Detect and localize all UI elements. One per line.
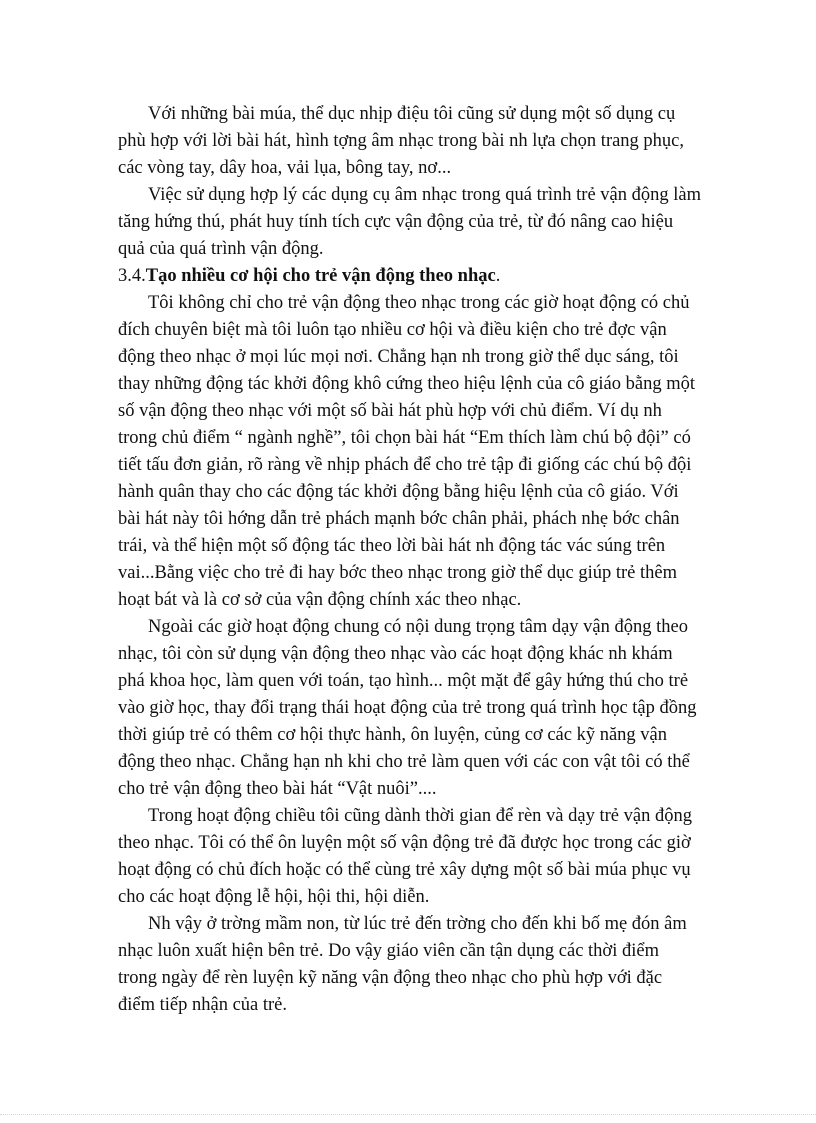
section-heading (118, 263, 702, 290)
section-period: . (495, 266, 501, 286)
paragraph-music-props: Với những bài múa, thể dục nhịp điệu tôi cũng sử dụng một số dụng cụ phù hợp với lời bài hát, hình tợng âm nhạc trong bài nh lựa chọn trang phục, các vòng tay, dây hoa, vải lụa, bông tay, nơ... (118, 104, 685, 178)
section-number: 3.4. (118, 266, 146, 286)
document-body (118, 101, 702, 1019)
section-title: Tạo nhiều cơ hội cho trẻ vận động theo nhạc (145, 266, 496, 286)
paragraph-props-benefit: Việc sử dụng hợp lý các dụng cụ âm nhạc trong quá trình trẻ vận động làm tăng hứng thú, phát huy tính tích cực vận động của trẻ, từ đó nâng cao hiệu quả của quá trình vận động. (118, 185, 701, 259)
page-bottom-divider (0, 1114, 816, 1115)
paragraph-conclusion: Nh vậy ở trờng mầm non, từ lúc trẻ đến trờng cho đến khi bố mẹ đón âm nhạc luôn xuất hiện bên trẻ. Do vậy giáo viên cần tận dụng các thời điểm trong ngày để rèn luyện kỹ năng vận động theo nhạc cho phù hợp với đặc điểm tiếp nhận của trẻ. (118, 914, 687, 1015)
paragraph-afternoon-activities: Trong hoạt động chiều tôi cũng dành thời gian để rèn và dạy trẻ vận động theo nhạc. Tôi có thể ôn luyện một số vận động trẻ đã được học trong các giờ hoạt động có chủ đích hoặc có thể cùng trẻ xây dựng một số bài múa phục vụ cho các hoạt động lễ hội, hội thi, hội diễn. (118, 806, 692, 907)
paragraph-other-activities: Ngoài các giờ hoạt động chung có nội dung trọng tâm dạy vận động theo nhạc, tôi còn sử dụng vận động theo nhạc vào các hoạt động khác nh khám phá khoa học, làm quen với toán, tạo hình... một mặt để gây hứng thú cho trẻ vào giờ học, thay đổi trạng thái hoạt động của trẻ trong quá trình học tập đồng thời giúp trẻ có thêm cơ hội thực hành, ôn luyện, củng cơ các kỹ năng vận động theo nhạc. Chẳng hạn nh khi cho trẻ làm quen với các con vật tôi có thể cho trẻ vận động theo bài hát “Vật nuôi”.... (118, 617, 697, 799)
paragraph-many-opportunities: Tôi không chỉ cho trẻ vận động theo nhạc trong các giờ hoạt động có chủ đích chuyên biệt mà tôi luôn tạo nhiều cơ hội và điều kiện cho trẻ đợc vận động theo nhạc ở mọi lúc mọi nơi. Chẳng hạn nh trong giờ thể dục sáng, tôi thay những động tác khởi động khô cứng theo hiệu lệnh của cô giáo bằng một số vận động theo nhạc với một số bài hát phù hợp với chủ điểm. Ví dụ nh trong chủ điểm “ ngành nghề”, tôi chọn bài hát “Em thích làm chú bộ đội” có tiết tấu đơn giản, rõ ràng về nhịp phách để cho trẻ tập đi giống các chú bộ đội hành quân thay cho các động tác khởi động bằng hiệu lệnh của cô giáo. Với bài hát này tôi hớng dẫn trẻ phách mạnh bớc chân phải, phách nhẹ bớc chân trái, và thể hiện một số động tác theo lời bài hát nh động tác vác súng trên vai...Bằng việc cho trẻ đi hay bớc theo nhạc trong giờ thể dục giúp trẻ thêm hoạt bát và là cơ sở của vận động chính xác theo nhạc. (118, 293, 696, 610)
